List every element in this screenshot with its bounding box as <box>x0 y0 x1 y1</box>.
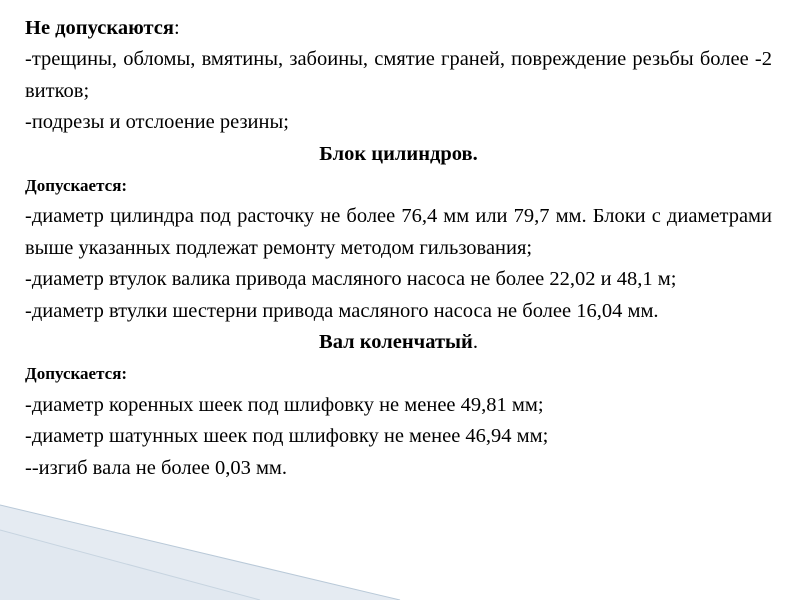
cylinder-block-item: -диаметр цилиндра под расточку не более 76,4 мм или 79,7 мм. Блоки с диаметрами выше указанных подлежат ремонту методом гильзования; <box>25 205 772 259</box>
slide-content <box>25 13 772 484</box>
not-allowed-heading: Не допускаются <box>25 17 174 39</box>
not-allowed-item: -подрезы и отслоение резины; <box>25 111 289 134</box>
crankshaft-title-line <box>25 327 772 358</box>
cylinder-block-item: -диаметр втулок валика привода масляного насоса не более 22,02 и 48,1 м; <box>25 268 677 291</box>
cylinder-block-item: -диаметр втулки шестерни привода масляного насоса не более 16,04 мм. <box>25 299 659 322</box>
cylinder-block-allowed-label: Допускается: <box>25 176 128 196</box>
cylinder-block-title: Блок цилиндров. <box>319 142 478 165</box>
crankshaft-item: -диаметр коренных шеек под шлифовку не менее 49,81 мм; <box>25 393 544 416</box>
crankshaft-allowed-label: Допускается: <box>25 364 128 384</box>
not-allowed-item: -трещины, обломы, вмятины, забоины, смятие граней, повреждение резьбы более -2 витков; <box>25 48 772 102</box>
crankshaft-item: --изгиб вала не более 0,03 мм. <box>25 456 288 479</box>
not-allowed-heading-colon: : <box>173 17 180 39</box>
crankshaft-title-suffix: . <box>472 331 478 354</box>
not-allowed-heading-line <box>25 13 772 44</box>
crankshaft-title: Вал коленчатый <box>319 331 473 354</box>
crankshaft-item: -диаметр шатунных шеек под шлифовку не менее 46,94 мм; <box>25 425 549 448</box>
